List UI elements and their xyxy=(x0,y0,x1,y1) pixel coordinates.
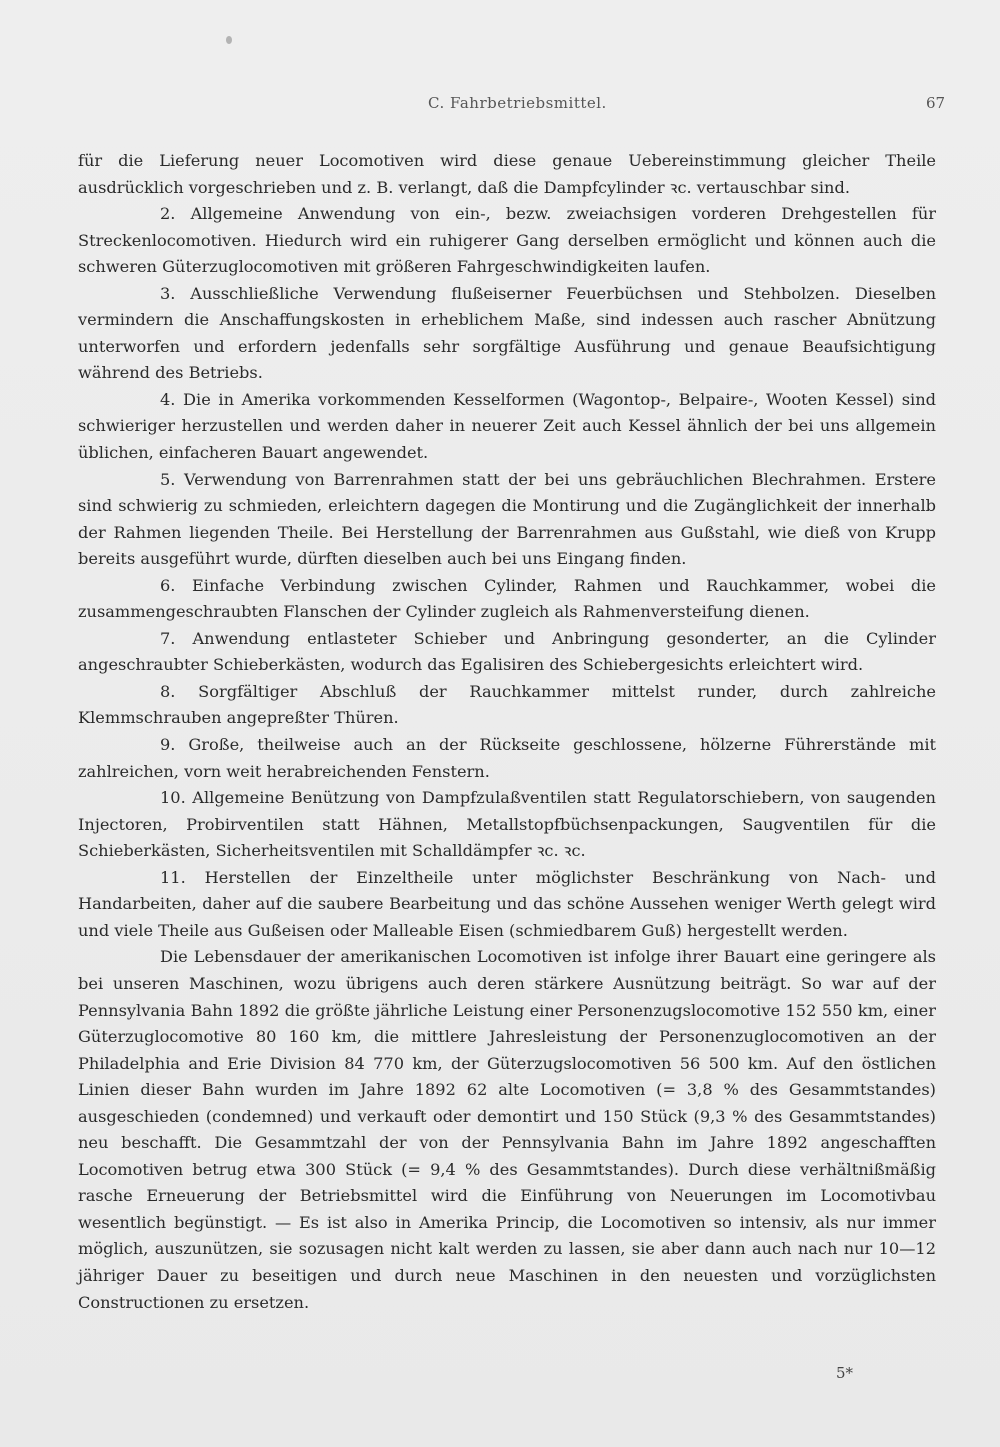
ink-speck xyxy=(226,36,232,44)
page-number: 67 xyxy=(926,94,946,112)
paragraph: 9. Große, theilweise auch an der Rückseite geschlossene, hölzerne Führerstände mit zahlreichen, vorn weit herabreichenden Fenstern. xyxy=(78,735,936,781)
paragraph: 8. Sorgfältiger Abschluß der Rauchkammer mittelst runder, durch zahlreiche Klemmschrauben angepreßter Thüren. xyxy=(78,681,936,728)
paragraph: 10. Allgemeine Benützung von Dampfzulaßventilen statt Regulatorschiebern, von saugenden Injectoren, Probirventilen statt Hähnen, Metallstopfbüchsenpackungen, Saugventilen für die Schieberkästen, Sicherheitsventilen mit Schalldämpfer ꝛc. ꝛc. xyxy=(78,788,936,861)
paragraph: 3. Ausschließliche Verwendung flußeiserner Feuerbüchsen und Stehbolzen. Dieselben vermindern die Anschaffungskosten in erheblichem Maße, sind indessen auch rascher Abnützung unterworfen und erfordern jedenfalls sehr sorgfältige Ausführung und genaue Beaufsichtigung während des Betriebs. xyxy=(78,283,936,383)
signature-mark: 5* xyxy=(836,1364,854,1382)
body-text xyxy=(78,148,936,1316)
paragraph: 6. Einfache Verbindung zwischen Cylinder, Rahmen und Rauchkammer, wobei die zusammengeschraubten Flanschen der Cylinder zugleich als Rahmenversteifung dienen. xyxy=(78,575,936,622)
running-header xyxy=(0,94,1000,118)
paragraph: 7. Anwendung entlasteter Schieber und Anbringung gesonderter, an die Cylinder angeschraubter Schieberkästen, wodurch das Egalisiren des Schiebergesichts erleichtert wird. xyxy=(78,628,936,675)
paragraph: 11. Herstellen der Einzeltheile unter möglichster Beschränkung von Nach- und Handarbeiten, daher auf die saubere Bearbeitung und das schöne Aussehen weniger Werth gelegt wird und viele Theile aus Gußeisen oder Malleable Eisen (schmiedbarem Guß) hergestellt werden. xyxy=(78,867,936,940)
paragraph: 4. Die in Amerika vorkommenden Kesselformen (Wagontop-, Belpaire-, Wooten Kessel) sind schwieriger herzustellen und werden daher in neuerer Zeit auch Kessel ähnlich der bei uns allgemein üblichen, einfacheren Bauart angewendet. xyxy=(78,389,936,463)
paragraph: Die Lebensdauer der amerikanischen Locomotiven ist infolge ihrer Bauart eine geringere als bei unseren Maschinen, wozu übrigens auch deren stärkere Ausnützung beiträgt. So war auf der Pennsylvania Bahn 1892 die größte jährliche Leistung einer Personenzugslocomotive 152 550 km, einer Güterzuglocomotive 80 160 km, die mittlere Jahresleistung der Personenzuglocomotiven an der Philadelphia and Erie Division 84 770 km, der Güterzugslocomotiven 56 500 km. Auf den östlichen Linien dieser Bahn wurden im Jahre 1892 62 alte Locomotiven (= 3,8 % des Gesammtstandes) ausgeschieden (condemned) und verkauft oder demontirt und 150 Stück (9,3 % des Gesammtstandes) neu beschafft. Die Gesammtzahl der von der Pennsylvania Bahn im Jahre 1892 angeschafften Locomotiven betrug etwa 300 Stück (= 9,4 % des Gesammtstandes). Durch diese verhältnißmäßig rasche Erneuerung der Betriebsmittel wird die Einführung von Neuerungen im Locomotivbau wesentlich begünstigt. — Es ist also in Amerika Princip, die Locomotiven so intensiv, als nur immer möglich, auszunützen, sie sozusagen nicht kalt werden zu lassen, sie aber dann auch nach nur 10—12 jähriger Dauer zu beseitigen und durch neue Maschinen in den neuesten und vorzüglichsten Constructionen zu ersetzen. xyxy=(78,947,936,1312)
paragraph: 5. Verwendung von Barrenrahmen statt der bei uns gebräuchlichen Blechrahmen. Erstere sind schwierig zu schmieden, erleichtern dagegen die Montirung und die Zugänglichkeit der innerhalb der Rahmen liegenden Theile. Bei Herstellung der Barrenrahmen aus Gußstahl, wie dieß von Krupp bereits ausgeführt wurde, dürften dieselben auch bei uns Eingang finden. xyxy=(78,469,936,569)
paragraph: 2. Allgemeine Anwendung von ein-, bezw. zweiachsigen vorderen Drehgestellen für Streckenlocomotiven. Hiedurch wird ein ruhigerer Gang derselben ermöglicht und können auch die schweren Güterzuglocomotiven mit größeren Fahrgeschwindigkeiten laufen. xyxy=(78,204,936,277)
paragraph: für die Lieferung neuer Locomotiven wird diese genaue Uebereinstimmung gleicher Theile ausdrücklich vorgeschrieben und z. B. verlangt, daß die Dampfcylinder ꝛc. vertauschbar sind. xyxy=(78,151,936,197)
header-title: C. Fahrbetriebsmittel. xyxy=(428,94,607,112)
